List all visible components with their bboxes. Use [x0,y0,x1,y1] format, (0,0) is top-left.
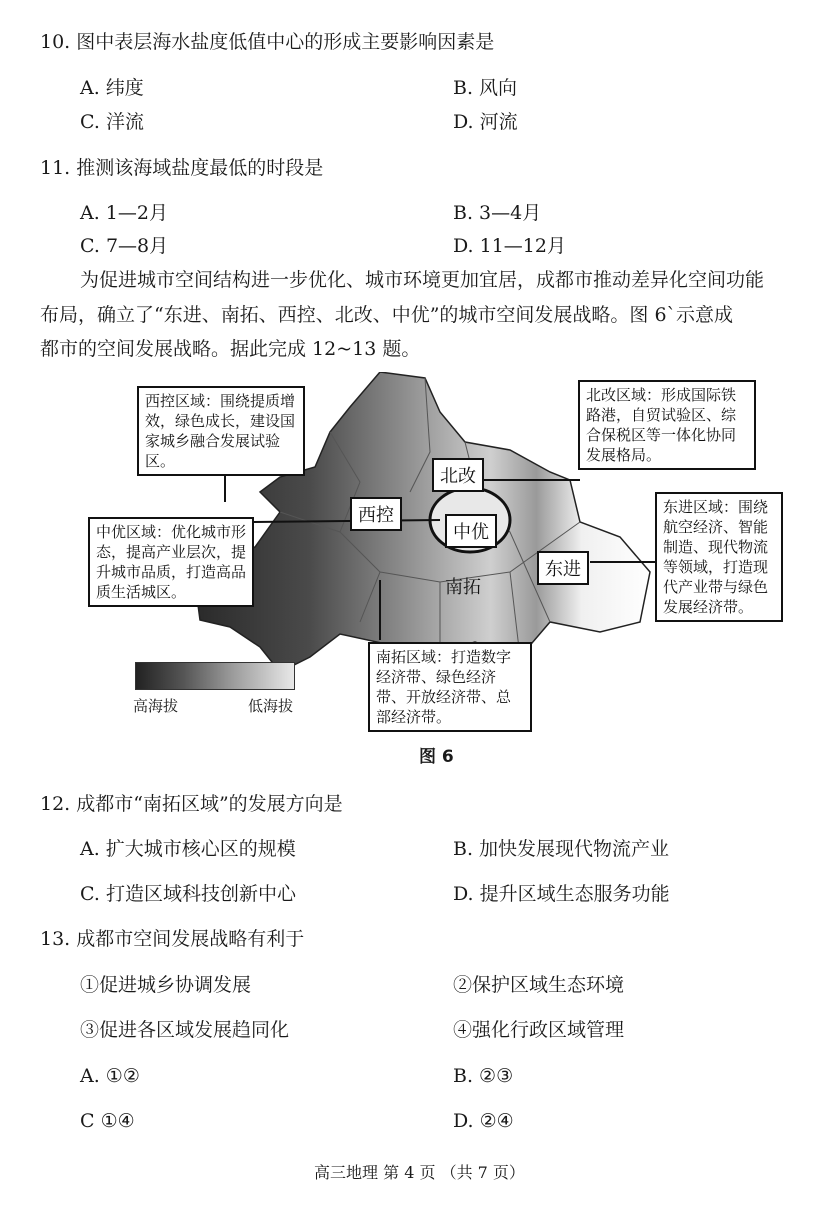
page-footer: 高三地理 第 4 页 （共 7 页） [314,1163,525,1182]
intro-line-1: 为促进城市空间结构进一步优化、城市环境更加宜居，成都市推动差异化空间功能 [80,269,765,291]
q10-stem: 10. 图中表层海水盐度低值中心的形成主要影响因素是 [40,31,495,53]
q13-statement-1: ①促进城乡协调发展 [80,974,252,996]
legend-low: 低海拔 [248,697,294,715]
label-beigai: 北改 [432,458,484,492]
figure-caption: 图 6 [419,747,454,767]
q13-option-c: C ①④ [80,1110,135,1132]
legend-high: 高海拔 [133,697,179,715]
q11-option-d: D. 11—12月 [453,235,566,257]
q10-option-b: B. 风向 [453,77,518,99]
label-dongjin: 东进 [537,551,589,585]
q13-statement-2: ②保护区域生态环境 [453,974,625,996]
label-xikong: 西控 [350,497,402,531]
q11-option-b: B. 3—4月 [453,202,542,224]
q12-stem: 12. 成都市“南拓区域”的发展方向是 [40,793,343,815]
west-control-description: 西控区域：围绕提质增效，绿色成长，建设国家城乡融合发展试验区。 [137,386,305,476]
label-nantuo: 南拓 [445,577,481,598]
q10-option-c: C. 洋流 [80,111,144,133]
q13-statement-3: ③促进各区域发展趋同化 [80,1019,290,1041]
q13-option-d: D. ②④ [453,1110,514,1132]
center-optimize-description: 中优区域：优化城市形态，提高产业层次，提升城市品质，打造高品质生活城区。 [88,517,254,607]
q10-option-a: A. 纬度 [80,77,144,99]
q10-option-d: D. 河流 [453,111,518,133]
q11-stem: 11. 推测该海域盐度最低的时段是 [40,157,324,179]
q13-option-b: B. ②③ [453,1065,514,1087]
q12-option-a: A. 扩大城市核心区的规模 [80,838,296,860]
intro-line-3: 都市的空间发展战略。据此完成 12~13 题。 [40,338,421,360]
label-zhongyou: 中优 [445,514,497,548]
south-expand-description: 南拓区域：打造数字经济带、绿色经济带、开放经济带、总部经济带。 [368,642,532,732]
q13-stem: 13. 成都市空间发展战略有利于 [40,928,305,950]
elevation-legend-bar [135,662,295,690]
q13-statement-4: ④强化行政区域管理 [453,1019,625,1041]
intro-line-2: 布局，确立了“东进、南拓、西控、北改、中优”的城市空间发展战略。图 6`示意成 [40,304,734,326]
q13-option-a: A. ①② [80,1065,140,1087]
north-reform-description: 北改区域：形成国际铁路港，自贸试验区、综合保税区等一体化协同发展格局。 [578,380,756,470]
q11-option-c: C. 7—8月 [80,235,169,257]
q12-option-d: D. 提升区域生态服务功能 [453,883,670,905]
q11-option-a: A. 1—2月 [80,202,168,224]
east-advance-description: 东进区域：围绕航空经济、智能制造、现代物流等领域，打造现代产业带与绿色发展经济带。 [655,492,783,622]
q12-option-b: B. 加快发展现代物流产业 [453,838,670,860]
q12-option-c: C. 打造区域科技创新中心 [80,883,296,905]
